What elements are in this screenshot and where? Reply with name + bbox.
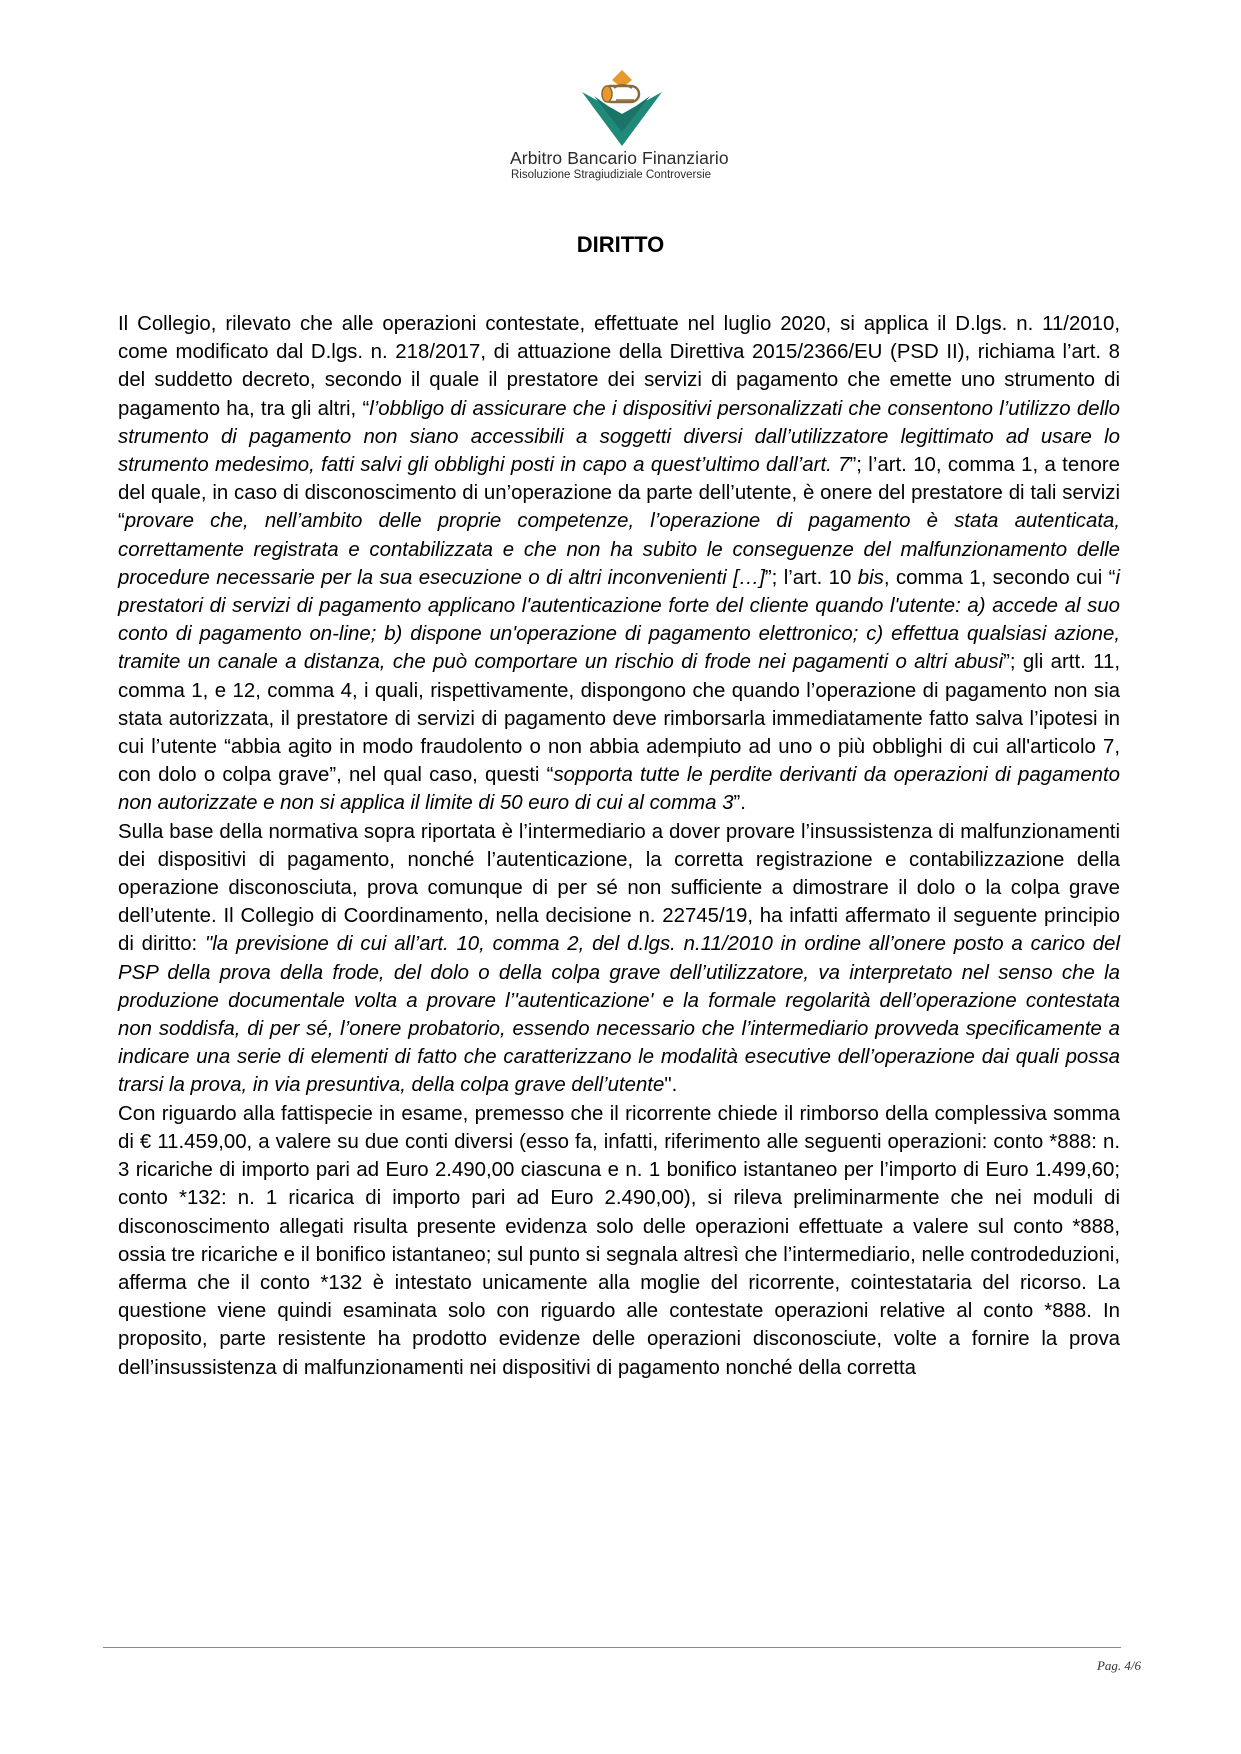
org-subtitle: Risoluzione Stragiudiziale Controversie xyxy=(511,169,712,181)
body-paragraph xyxy=(118,818,1120,1100)
paragraph-text: abbia agito in modo fraudolento o non abbia adempiuto ad uno o più obblighi di cui all'articolo 7, con dolo o colpa grave xyxy=(118,736,1120,787)
paragraph-text: ”; l’art. 10 xyxy=(764,566,858,589)
paragraph-text: ”, nel qual caso, questi “ xyxy=(329,764,554,787)
paragraph-text: Sulla base della normativa sopra riportata è l’intermediario a dover provare l’insussistenza di malfunzionamenti dei dispositivi di pagamento, nonché l’autenticazione, la corretta registrazione e contabilizzazione della operazione disconosciuta, prova comunque di per sé non sufficiente a dimostrare il dolo o la colpa grave dell’utente. Il Collegio di Coordinamento, nella decisione n. 22745/19, ha infatti affermato il seguente principio di diritto: xyxy=(118,820,1120,956)
quoted-text: sopporta tutte le perdite derivanti da operazioni di pagamento non autorizzate e non si applica il limite di 50 euro di cui al comma 3 xyxy=(118,764,1121,815)
quoted-text: bis xyxy=(857,566,884,589)
quoted-text: provare che, nell’ambito delle proprie competenze, l’operazione di pagamento è stata autenticata, correttamente registrata e contabilizzata e che non ha subito le conseguenze del malfunzionamento delle procedure necessarie per la sua esecuzione o di altri inconvenienti […] xyxy=(118,510,1120,589)
quoted-text: "la previsione di cui all’art. 10, comma 2, del d.lgs. n.11/2010 in ordine all’onere posto a carico del PSP della prova della frode, del dolo o della colpa grave dell’utilizzatore, va interpretato nel senso che la produzione documentale volta a provare l’'autenticazione' e la formale regolarità dell’operazione contestata non soddisfa, di per sé, l’onere probatorio, essendo necessario che l’intermediario provveda specificamente a indicare una serie di elementi di fatto che caratterizzano le modalità esecutive dell’operazione dai quali possa trarsi la prova, in via presuntiva, della colpa grave dell’utente xyxy=(118,933,1120,1097)
paragraph-text: ”; l’art. 10, comma 1, a tenore del quale, in caso di disconoscimento di un’operazione da parte dell’utente, è onere del prestatore di tali servizi “ xyxy=(118,454,1121,533)
paragraph-text: ”; gli artt. 11, comma 1, e 12, comma 4, i quali, rispettivamente, dispongono che quando l’operazione di pagamento non sia stata autorizzata, il prestatore di servizi di pagamento deve rimborsarla immediatamente fatto salva l’ipotesi in cui l’utente “ xyxy=(118,651,1120,759)
abf-logo-icon xyxy=(574,62,670,148)
paragraph-text: ". xyxy=(664,1074,678,1097)
paragraph-text: , comma 1, secondo cui “ xyxy=(883,566,1116,589)
footer-divider xyxy=(103,1647,1121,1648)
section-title: DIRITTO xyxy=(576,232,665,257)
paragraph-text: Il Collegio, rilevato che alle operazioni contestate, effettuate nel luglio 2020, si applica il D.lgs. n. 11/2010, come modificato dal D.lgs. n. 218/2017, di attuazione della Direttiva 2015/2366/EU (PSD II), richiama l’art. 8 del suddetto decreto, secondo il quale il prestatore dei servizi di pagamento che emette uno strumento di pagamento ha, tra gli altri, “ xyxy=(118,313,1120,420)
quoted-text: l’obbligo di assicurare che i dispositivi personalizzati che consentono l’utilizzo dello strumento di pagamento non siano accessibili a soggetti diversi dall’utilizzatore legittimato ad usare lo strumento medesimo, fatti salvi gli obblighi posti in capo a quest’ultimo dall’art. 7 xyxy=(118,397,1120,477)
quoted-text: i prestatori di servizi di pagamento applicano l'autenticazione forte del cliente quando l'utente: a) accede al suo conto di pagamento on-line; b) dispone un'operazione di pagamento elettronico; c) effettua qualsiasi azione, tramite un canale a distanza, che può comportare un rischio di frode nei pagamenti o altri abusi xyxy=(118,566,1120,674)
page-header xyxy=(0,0,1241,200)
org-name: Arbitro Bancario Finanziario xyxy=(510,148,729,168)
paragraph-text: ”. xyxy=(733,792,746,815)
body-paragraph xyxy=(118,1100,1120,1382)
page-number: Pag. 4/6 xyxy=(1096,1658,1141,1673)
document-body xyxy=(118,310,1120,1382)
body-paragraph xyxy=(118,310,1120,818)
paragraph-text: Con riguardo alla fattispecie in esame, premesso che il ricorrente chiede il rimborso della complessiva somma di € 11.459,00, a valere su due conti diversi (esso fa, infatti, riferimento alle seguenti operazioni: conto *888: n. 3 ricariche di importo pari ad Euro 2.490,00 ciascuna e n. 1 bonifico istantaneo per l’importo di Euro 1.499,60; conto *132: n. 1 ricarica di importo pari ad Euro 2.490,00), si rileva preliminarmente che nei moduli di disconoscimento allegati risulta presente evidenza solo delle operazioni effettuate a valere sul conto *888, ossia tre ricariche e il bonifico istantaneo; sul punto si segnala altresì che l’intermediario, nelle controdeduzioni, afferma che il conto *132 è intestato unicamente alla moglie del ricorrente, cointestataria del ricorso. La questione viene quindi esaminata solo con riguardo alle contestate operazioni relative al conto *888. In proposito, parte resistente ha prodotto evidenze delle operazioni disconosciute, volte a fornire la prova dell’insussistenza di malfunzionamenti nei dispositivi di pagamento nonché della corretta xyxy=(118,1102,1120,1379)
